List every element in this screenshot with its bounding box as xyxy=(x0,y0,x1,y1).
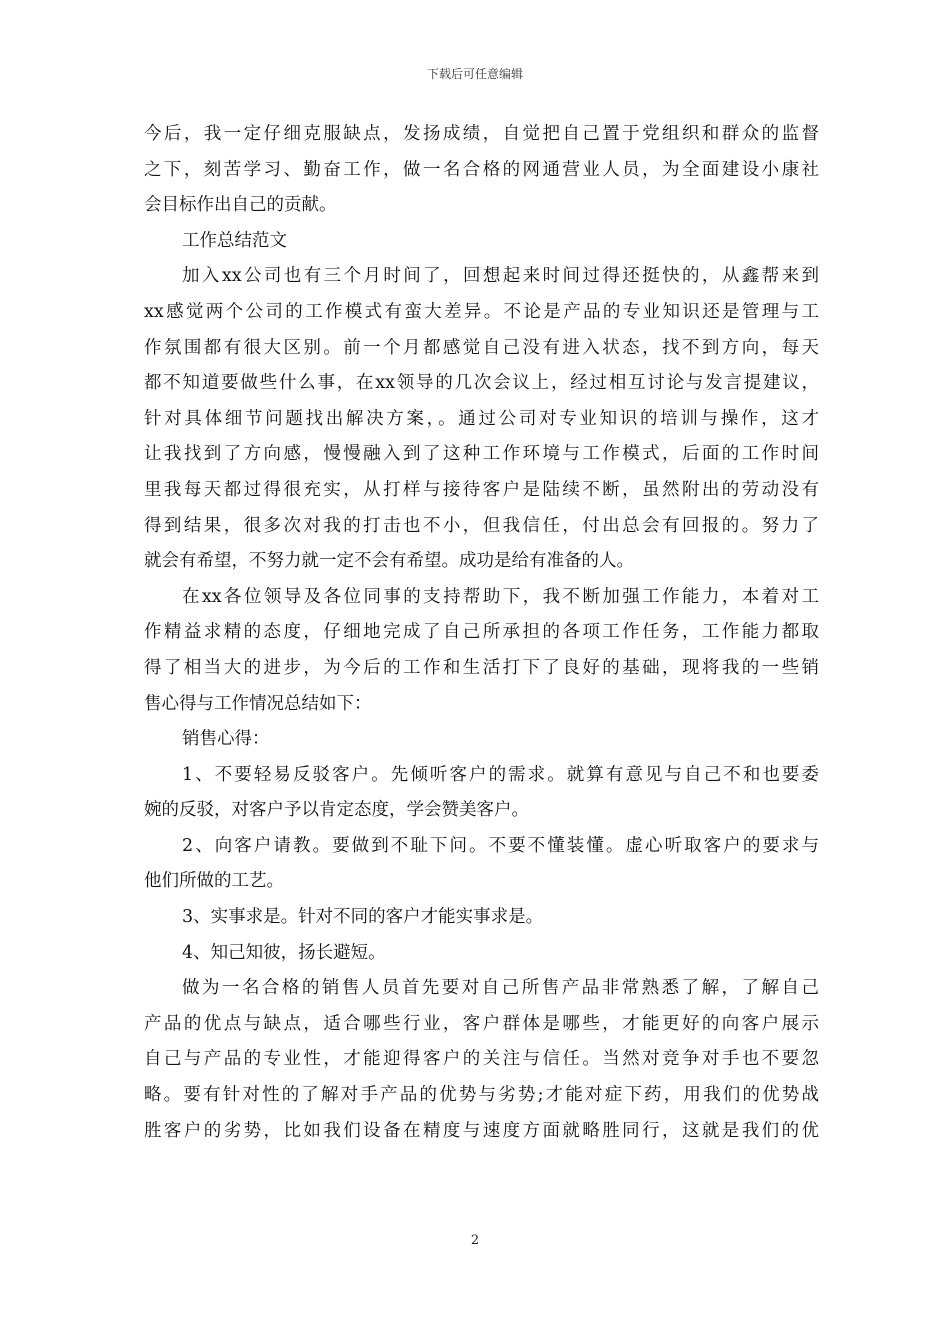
document-body xyxy=(144,117,819,1149)
body-line: 之下，刻苦学习、勤奋工作，做一名合格的网通营业人员，为全面建设小康社 xyxy=(144,159,819,180)
body-line: xx感觉两个公司的工作模式有蛮大差异。不论是产品的专业知识还是管理与工 xyxy=(144,301,819,322)
body-line: 自己与产品的专业性，才能迎得客户的关注与信任。当然对竞争对手也不要忽 xyxy=(144,1049,819,1070)
subsection-heading: 销售心得： xyxy=(182,729,270,750)
body-line: 就会有希望，不努力就一定不会有希望。成功是给有准备的人。 xyxy=(144,551,634,572)
body-line: 在xx各位领导及各位同事的支持帮助下，我不断加强工作能力，本着对工 xyxy=(182,586,819,607)
body-line: 产品的优点与缺点，适合哪些行业，客户群体是哪些，才能更好的向客户展示 xyxy=(144,1013,819,1034)
body-line: 做为一名合格的销售人员首先要对自己所售产品非常熟悉了解，了解自己 xyxy=(182,978,819,999)
body-line: 得了相当大的进步，为今后的工作和生活打下了良好的基础，现将我的一些销 xyxy=(144,657,819,678)
list-item: 1、不要轻易反驳客户。先倾听客户的需求。就算有意见与自己不和也要委 xyxy=(182,764,819,785)
body-line: 今后，我一定仔细克服缺点，发扬成绩，自觉把自己置于党组织和群众的监督 xyxy=(144,124,819,144)
body-line: 里我每天都过得很充实，从打样与接待客户是陆续不断，虽然附出的劳动没有 xyxy=(144,479,819,500)
body-line: 都不知道要做些什么事，在xx领导的几次会议上，经过相互讨论与发言提建议， xyxy=(144,373,819,394)
body-line: 让我找到了方向感，慢慢融入到了这种工作环境与工作模式，后面的工作时间 xyxy=(144,444,819,465)
body-line: 胜客户的劣势，比如我们设备在精度与速度方面就略胜同行，这就是我们的优 xyxy=(144,1120,819,1141)
body-line: 售心得与工作情况总结如下： xyxy=(144,693,372,714)
body-line: 作精益求精的态度，仔细地完成了自己所承担的各项工作任务，工作能力都取 xyxy=(144,622,819,643)
list-item: 3、实事求是。针对不同的客户才能实事求是。 xyxy=(182,907,544,928)
page-number: 2 xyxy=(470,1233,480,1248)
body-line: 针对具体细节问题找出解决方案，。通过公司对专业知识的培训与操作，这才 xyxy=(144,408,819,429)
body-line: 得到结果，很多次对我的打击也不小，但我信任，付出总会有回报的。努力了 xyxy=(144,515,819,536)
body-line: 加入xx公司也有三个月时间了，回想起来时间过得还挺快的，从鑫帮来到 xyxy=(182,266,819,287)
list-item: 4、知己知彼，扬长避短。 xyxy=(182,942,386,963)
body-line: 婉的反驳，对客户予以肯定态度，学会赞美客户。 xyxy=(144,800,529,821)
body-line: 略。要有针对性的了解对手产品的优势与劣势;才能对症下药，用我们的优势战 xyxy=(144,1085,819,1106)
body-line: 他们所做的工艺。 xyxy=(144,871,284,892)
body-line: 作氛围都有很大区别。前一个月都感觉自己没有进入状态，找不到方向，每天 xyxy=(144,337,819,358)
list-item: 2、向客户请教。要做到不耻下问。不要不懂装懂。虚心听取客户的要求与 xyxy=(182,835,819,856)
section-heading: 工作总结范文 xyxy=(182,230,287,251)
page-header: 下载后可任意编辑 xyxy=(426,67,523,81)
body-line: 会目标作出自己的贡献。 xyxy=(144,195,337,216)
